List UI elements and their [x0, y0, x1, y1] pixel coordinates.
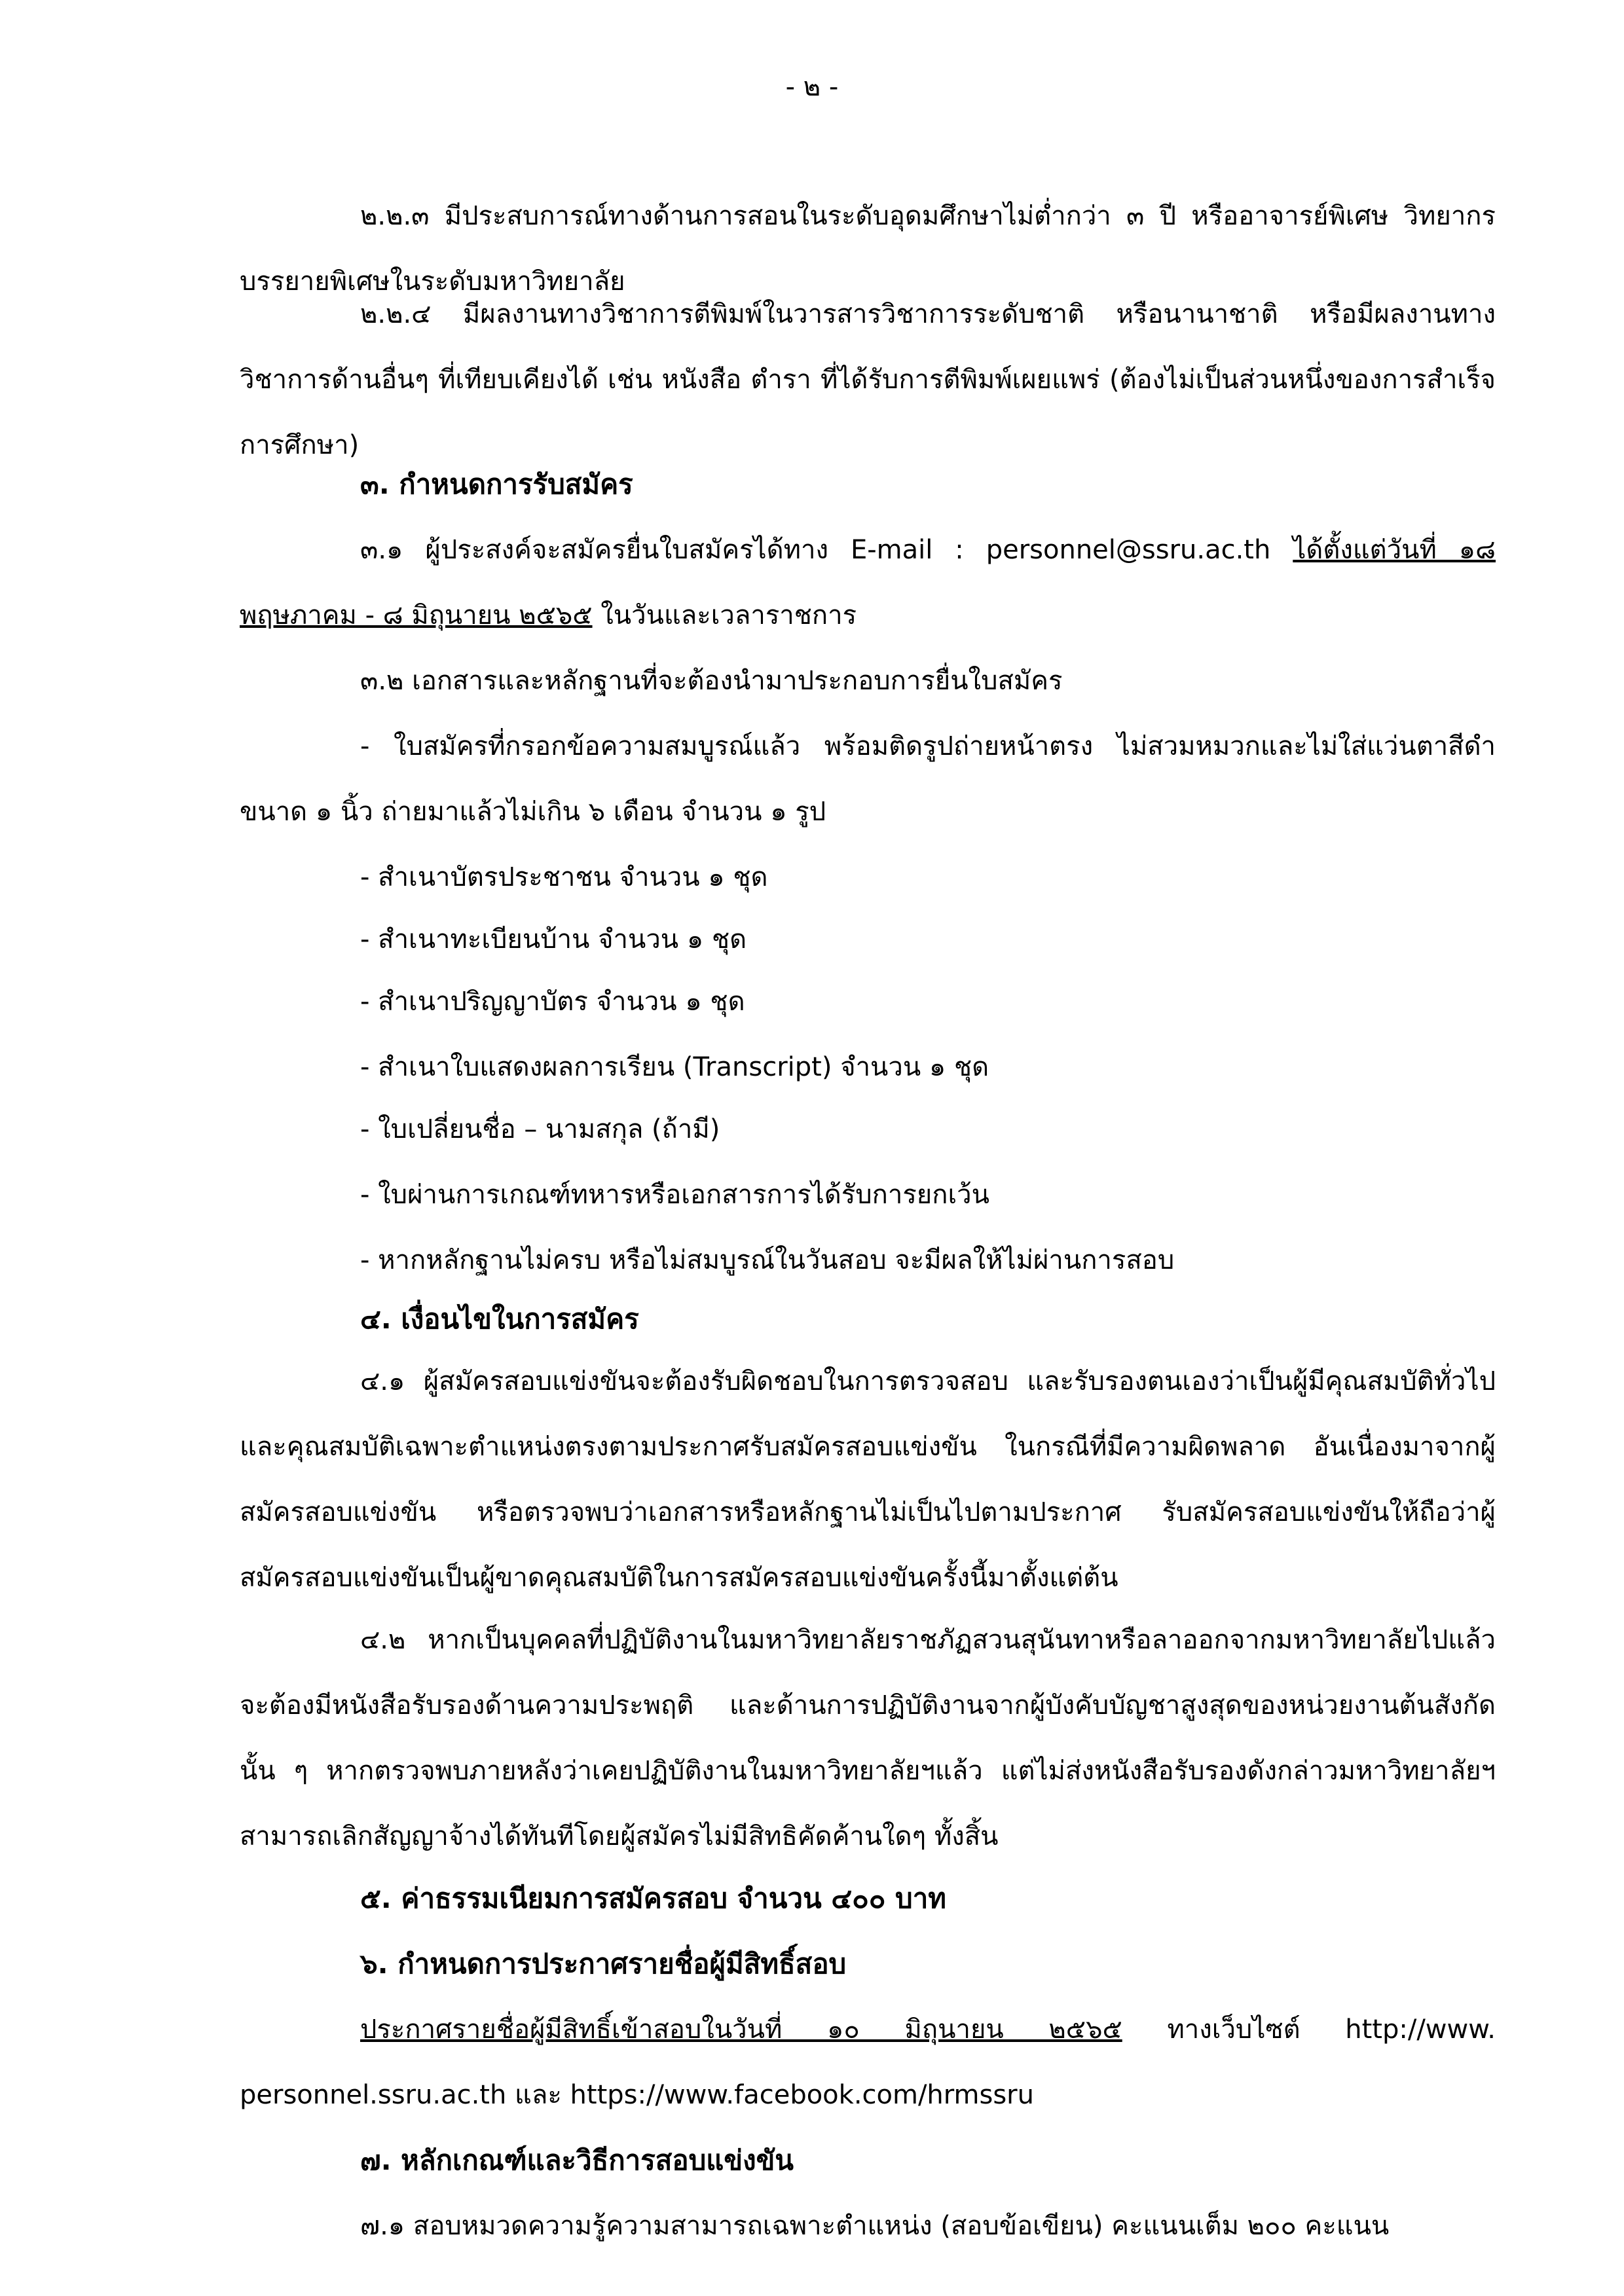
paragraph-6: [240, 1997, 1496, 2128]
announcement-websites: ทางเว็บไซต์ http://www. personnel.ssru.ac.th และ https://www.facebook.com/hrmssru: [240, 2014, 1496, 2110]
document-item-degree-certificate: - สำเนาปริญญาบัตร จำนวน ๑ ชุด: [360, 987, 745, 1017]
heading-section-3: ๓. กำหนดการรับสมัคร: [360, 468, 633, 500]
paragraph-3-1-tail: ในวันและเวลาราชการ: [592, 600, 857, 630]
document-item-transcript: - สำเนาใบแสดงผลการเรียน (Transcript) จำนวน ๑ ชุด: [360, 1052, 989, 1082]
announcement-date: ประกาศรายชื่อผู้มีสิทธิ์เข้าสอบในวันที่ ๑๐ มิถุนายน ๒๕๖๕: [360, 2014, 1122, 2045]
paragraph-4-2: ๔.๒ หากเป็นบุคคลที่ปฏิบัติงานในมหาวิทยาลัยราชภัฏสวนสุนันทาหรือลาออกจากมหาวิทยาลัยไปแล้ว จะต้องมีหนังสือรับรองด้านความประพฤติ และด้านการปฏิบัติงานจากผู้บังคับบัญชาสูงสุดของหน่วยงานต้นสังกัดนั้น ๆ หากตรวจพบภายหลังว่าเคยปฏิบัติงานในมหาวิทยาลัยฯแล้ว แต่ไม่ส่งหนังสือรับรองดังกล่าวมหาวิทยาลัยฯ สามารถเลิกสัญญาจ้างได้ทันทีโดยผู้สมัครไม่มีสิทธิคัดค้านใดๆ ทั้งสิ้น: [240, 1625, 1496, 1851]
application-period: ได้ตั้งแต่วันที่ ๑๘ พฤษภาคม - ๘ มิถุนายน ๒๕๖๕: [240, 535, 1496, 630]
paragraph-2-2-3: ๒.๒.๓ มีประสบการณ์ทางด้านการสอนในระดับอุดมศึกษาไม่ต่ำกว่า ๓ ปี หรืออาจารย์พิเศษ วิทยากรบรรยายพิเศษในระดับมหาวิทยาลัย: [240, 201, 1496, 297]
document-item-house-registration: - สำเนาทะเบียนบ้าน จำนวน ๑ ชุด: [360, 924, 747, 955]
paragraph-3-1: [240, 517, 1496, 648]
heading-section-5: ๕. ค่าธรรมเนียมการสมัครสอบ จำนวน ๔๐๐ บาท: [360, 1882, 946, 1914]
paragraph-2-2-4: ๒.๒.๔ มีผลงานทางวิชาการตีพิมพ์ในวารสารวิชาการระดับชาติ หรือนานาชาติ หรือมีผลงานทางวิชาการด้านอื่นๆ ที่เทียบเคียงได้ เช่น หนังสือ ตำรา ที่ได้รับการตีพิมพ์เผยแพร่ (ต้องไม่เป็นส่วนหนึ่งของการสำเร็จการศึกษา): [240, 299, 1496, 460]
document-item-name-change: - ใบเปลี่ยนชื่อ – นามสกุล (ถ้ามี): [360, 1114, 720, 1144]
heading-section-7: ๗. หลักเกณฑ์และวิธีการสอบแข่งขัน: [360, 2144, 794, 2176]
document-item-incomplete-notice: - หากหลักฐานไม่ครบ หรือไม่สมบูรณ์ในวันสอบ จะมีผลให้ไม่ผ่านการสอบ: [360, 1245, 1175, 1275]
paragraph-7-1: ๗.๑ สอบหมวดความรู้ความสามารถเฉพาะตำแหน่ง (สอบข้อเขียน) คะแนนเต็ม ๒๐๐ คะแนน: [360, 2211, 1390, 2241]
paragraph-3-1-text: ๓.๑ ผู้ประสงค์จะสมัครยื่นใบสมัครได้ทาง E-mail : personnel@ssru.ac.th: [360, 535, 1293, 565]
paragraph-3-2: ๓.๒ เอกสารและหลักฐานที่จะต้องนำมาประกอบการยื่นใบสมัคร: [360, 666, 1063, 696]
document-item-id-card: - สำเนาบัตรประชาชน จำนวน ๑ ชุด: [360, 862, 768, 892]
page-number: - ๒ -: [785, 72, 839, 102]
paragraph-4-1: ๔.๑ ผู้สมัครสอบแข่งขันจะต้องรับผิดชอบในการตรวจสอบ และรับรองตนเองว่าเป็นผู้มีคุณสมบัติทั่วไป และคุณสมบัติเฉพาะตำแหน่งตรงตามประกาศรับสมัครสอบแข่งขัน ในกรณีที่มีความผิดพลาด อันเนื่องมาจากผู้สมัครสอบแข่งขัน หรือตรวจพบว่าเอกสารหรือหลักฐานไม่เป็นไปตามประกาศ รับสมัครสอบแข่งขันให้ถือว่าผู้สมัครสอบแข่งขันเป็นผู้ขาดคุณสมบัติในการสมัครสอบแข่งขันครั้งนี้มาตั้งแต่ต้น: [240, 1366, 1496, 1593]
document-item-military-service: - ใบผ่านการเกณฑ์ทหารหรือเอกสารการได้รับการยกเว้น: [360, 1180, 989, 1210]
document-item-application-form: - ใบสมัครที่กรอกข้อความสมบูรณ์แล้ว พร้อมติดรูปถ่ายหน้าตรง ไม่สวมหมวกและไม่ใส่แว่นตาสีดำ ขนาด ๑ นิ้ว ถ่ายมาแล้วไม่เกิน ๖ เดือน จำนวน ๑ รูป: [240, 731, 1496, 827]
heading-section-4: ๔. เงื่อนไขในการสมัคร: [360, 1303, 639, 1335]
heading-section-6: ๖. กำหนดการประกาศรายชื่อผู้มีสิทธิ์สอบ: [360, 1948, 847, 1980]
